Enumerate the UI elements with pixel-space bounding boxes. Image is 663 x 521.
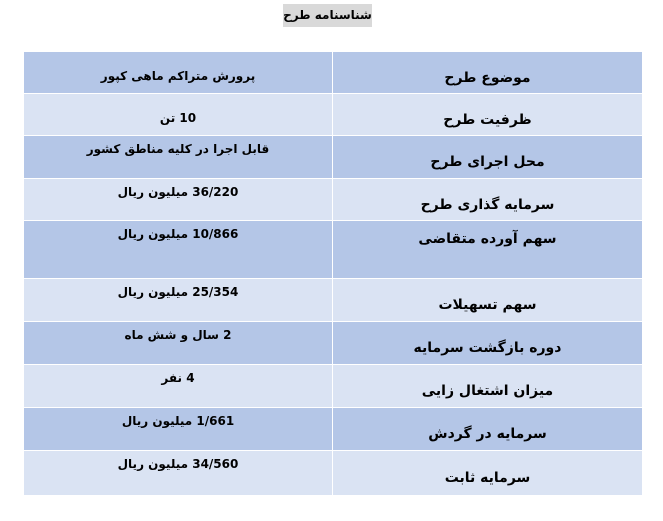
row-label: میزان اشتغال زایی <box>333 365 643 408</box>
row-value: 10/866 میلیون ریال <box>24 221 333 279</box>
row-value: 36/220 میلیون ریال <box>24 179 333 221</box>
table-row <box>24 279 643 322</box>
table-row <box>24 94 643 136</box>
table-row <box>24 136 643 179</box>
row-label: سرمایه در گردش <box>333 408 643 451</box>
project-spec-table <box>23 51 643 496</box>
row-label: محل اجرای طرح <box>333 136 643 179</box>
table-row <box>24 322 643 365</box>
row-label: موضوع طرح <box>333 52 643 94</box>
table-row <box>24 365 643 408</box>
row-label: سرمایه گذاری طرح <box>333 179 643 221</box>
row-value: 1/661 میلیون ریال <box>24 408 333 451</box>
row-label: سهم آورده متقاضی <box>333 221 643 279</box>
table-row <box>24 408 643 451</box>
table-row <box>24 221 643 279</box>
row-label: دوره بازگشت سرمایه <box>333 322 643 365</box>
row-label: سرمایه ثابت <box>333 451 643 496</box>
row-label: ظرفیت طرح <box>333 94 643 136</box>
row-label: سهم تسهیلات <box>333 279 643 322</box>
row-value: 25/354 میلیون ریال <box>24 279 333 322</box>
table-row <box>24 179 643 221</box>
document-title: شناسنامه طرح <box>283 4 372 27</box>
row-value: 10 تن <box>24 94 333 136</box>
table-row <box>24 52 643 94</box>
row-value: 34/560 میلیون ریال <box>24 451 333 496</box>
table-row <box>24 451 643 496</box>
row-value: 2 سال و شش ماه <box>24 322 333 365</box>
row-value: قابل اجرا در کلیه مناطق کشور <box>24 136 333 179</box>
row-value: 4 نفر <box>24 365 333 408</box>
row-value: پرورش متراکم ماهی کپور <box>24 52 333 94</box>
